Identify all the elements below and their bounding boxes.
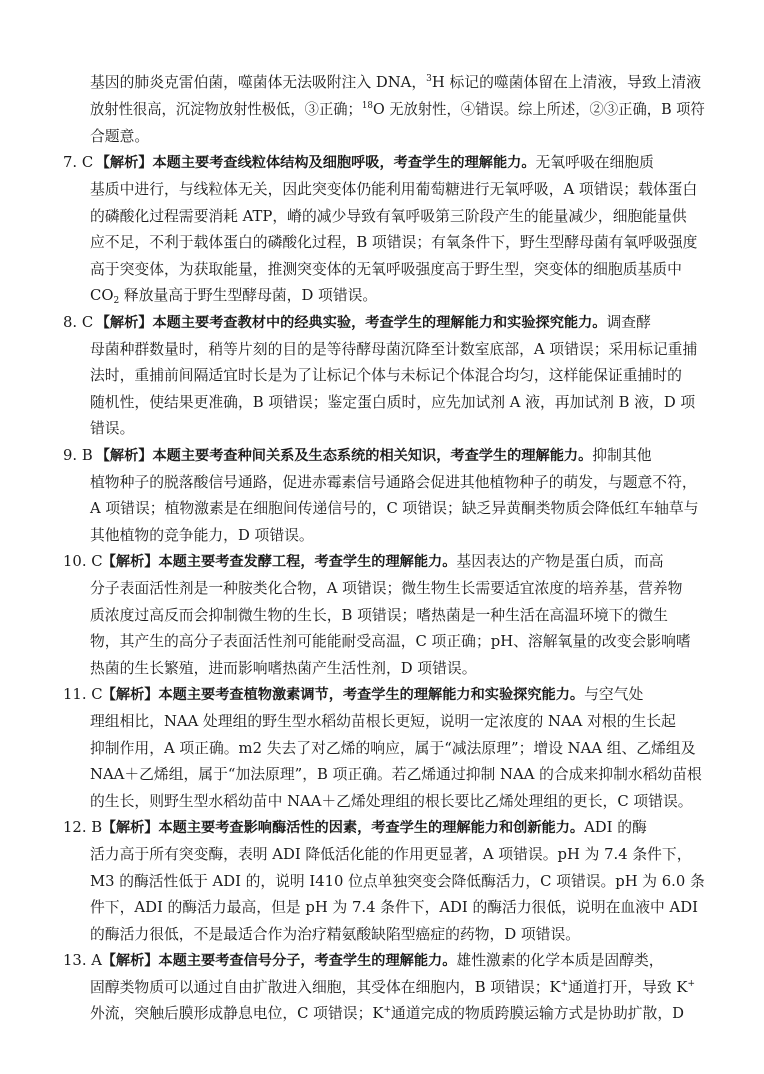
intro-line-3: 合题意。 bbox=[90, 128, 150, 145]
intro-line-1: 基因的肺炎克雷伯菌，噬菌体无法吸附注入 DNA，$^3$H 标记的噬菌体留在上清液，导致上清液 bbox=[90, 74, 702, 91]
q12-tag: 【解析】本题主要考查影响酶活性的因素，考查学生的理解能力和创新能力。 bbox=[101, 820, 585, 836]
q12-line-4: 件下，ADI 的酶活力最高，但是 pH 为 7.4 条件下，ADI 的酶活力很低，说明在血液中 ADI bbox=[90, 899, 698, 916]
q11-number: 11. C bbox=[63, 686, 103, 703]
q9-line-1: 9. B 【解析】本题主要考查种间关系及生态系统的相关知识，考查学生的理解能力。抑制其他 bbox=[63, 447, 652, 464]
q7-line-6: $CO_2$ 释放量高于野生型酵母菌，D 项错误。 bbox=[90, 287, 378, 306]
q9-line-2: 植物种子的脱落酸信号通路，促进赤霉素信号通路会促进其他植物种子的萌发，与题意不符， bbox=[90, 474, 697, 491]
q9-line-3: A 项错误；植物激素是在细胞间传递信号的，C 项错误；缺乏异黄酮类物质会降低红车轴草与 bbox=[90, 500, 699, 517]
q8-number: 8. C bbox=[63, 314, 94, 331]
q11-tag: 【解析】本题主要考查植物激素调节，考查学生的理解能力和实验探究能力。 bbox=[101, 687, 585, 703]
q7-line-5: 高于突变体，为获取能量，推测突变体的无氧呼吸强度高于野生型，突变体的细胞质基质中 bbox=[90, 261, 682, 278]
q11-line-5: 的生长，则野生型水稻幼苗中 NAA＋乙烯处理组的根长要比乙烯处理组的更长，C 项错误。 bbox=[90, 793, 693, 810]
q12-line-5: 的酶活力很低，不是最适合作为治疗精氨酸缺陷型癌症的药物，D 项错误。 bbox=[90, 926, 581, 943]
q8-line-1: 8. C 【解析】本题主要考查教材中的经典实验，考查学生的理解能力和实验探究能力。调查酵 bbox=[63, 314, 651, 331]
q7-line-4: 应不足，不利于载体蛋白的磷酸化过程，B 项错误；有氧条件下，野生型酵母菌有氧呼吸强度 bbox=[90, 234, 698, 251]
q10-line-5: 热菌的生长繁殖，进而影响嗜热菌产生活性剂，D 项错误。 bbox=[90, 660, 477, 677]
q7-line-3: 的磷酸化过程需要消耗 ATP，嵴的减少导致有氧呼吸第三阶段产生的能量减少，细胞能量供 bbox=[90, 208, 687, 225]
q10-line-1: 10. C 【解析】本题主要考查发酵工程，考查学生的理解能力。基因表达的产物是蛋白质，而高 bbox=[63, 553, 664, 570]
q11-line-3: 抑制作用，A 项正确。m2 失去了对乙烯的响应，属于“减法原理”；增设 NAA 组、乙烯组及 bbox=[90, 740, 696, 757]
q10-line-2: 分子表面活性剂是一种胺类化合物，A 项错误；微生物生长需要适宜浓度的培养基，营养物 bbox=[90, 580, 683, 597]
q7-tag: 【解析】本题主要考查线粒体结构及细胞呼吸，考查学生的理解能力。 bbox=[95, 155, 536, 171]
q9-tag: 【解析】本题主要考查种间关系及生态系统的相关知识，考查学生的理解能力。 bbox=[95, 448, 593, 464]
q12-line-3: M3 的酶活性低于 ADI 的，说明 I410 位点单独突变会降低酶活力，C 项错误。pH 为 6.0 条 bbox=[90, 873, 705, 890]
q10-tag: 【解析】本题主要考查发酵工程，考查学生的理解能力。 bbox=[101, 554, 457, 570]
q10-number: 10. C bbox=[63, 553, 103, 570]
q10-line-4: 物，其产生的高分子表面活性剂可能能耐受高温，C 项正确；pH、溶解氧量的改变会影响嗜 bbox=[90, 633, 691, 650]
q7-line-1: 7. C 【解析】本题主要考查线粒体结构及细胞呼吸，考查学生的理解能力。无氧呼吸在细胞质 bbox=[63, 154, 654, 171]
q9-number: 9. B bbox=[63, 447, 93, 464]
q13-number: 13. A bbox=[63, 952, 102, 969]
q13-line-1: 13. A 【解析】本题主要考查信号分子，考查学生的理解能力。雄性激素的化学本质是固醇类， bbox=[63, 952, 664, 969]
q11-line-2: 理组相比，NAA 处理组的野生型水稻幼苗根长更短，说明一定浓度的 NAA 对根的生长起 bbox=[90, 713, 676, 730]
q12-number: 12. B bbox=[63, 819, 103, 836]
q11-line-4: NAA＋乙烯组，属于“加法原理”，B 项正确。若乙烯通过抑制 NAA 的合成来抑制水稻幼苗根 bbox=[90, 766, 702, 783]
q8-line-5: 错误。 bbox=[90, 420, 135, 437]
q7-line-2: 基质中进行，与线粒体无关，因此突变体仍能利用葡萄糖进行无氧呼吸，A 项错误；载体蛋白 bbox=[90, 181, 698, 198]
q7-number: 7. C bbox=[63, 154, 94, 171]
q8-line-2: 母菌种群数量时，稍等片刻的目的是等待酵母菌沉降至计数室底部，A 项错误；采用标记重捕 bbox=[90, 341, 698, 358]
q12-line-1: 12. B 【解析】本题主要考查影响酶活性的因素，考查学生的理解能力和创新能力。ADI 的酶 bbox=[63, 819, 647, 836]
q13-line-3: 外流，突触后膜形成静息电位，C 项错误；K+通道完成的物质跨膜运输方式是协助扩散，D bbox=[90, 1005, 684, 1022]
q8-line-3: 法时，重捕前间隔适宜时长是为了让标记个体与未标记个体混合均匀，这样能保证重捕时的 bbox=[90, 367, 682, 384]
q11-line-1: 11. C 【解析】本题主要考查植物激素调节，考查学生的理解能力和实验探究能力。与空气处 bbox=[63, 686, 644, 703]
q8-line-4: 随机性，使结果更准确，B 项错误；鉴定蛋白质时，应先加试剂 A 液，再加试剂 B 液，D 项 bbox=[90, 394, 696, 411]
q13-tag: 【解析】本题主要考查信号分子，考查学生的理解能力。 bbox=[101, 953, 457, 969]
intro-line-2: 放射性很高，沉淀物放射性极低，③正确；$^{18}$O 无放射性，④错误。综上所述，②③正确，B 项符 bbox=[90, 101, 705, 118]
q10-line-3: 质浓度过高反而会抑制微生物的生长，B 项错误；嗜热菌是一种生活在高温环境下的微生 bbox=[90, 607, 668, 624]
q13-line-2: 固醇类物质可以通过自由扩散进入细胞，其受体在细胞内，B 项错误；K+通道打开，导致 K+ bbox=[90, 979, 695, 996]
q8-tag: 【解析】本题主要考查教材中的经典实验，考查学生的理解能力和实验探究能力。 bbox=[95, 315, 607, 331]
q12-line-2: 活力高于所有突变酶，表明 ADI 降低活化能的作用更显著，A 项错误。pH 为 7.4 条件下， bbox=[90, 846, 692, 863]
q9-line-4: 其他植物的竞争能力，D 项错误。 bbox=[90, 527, 314, 544]
